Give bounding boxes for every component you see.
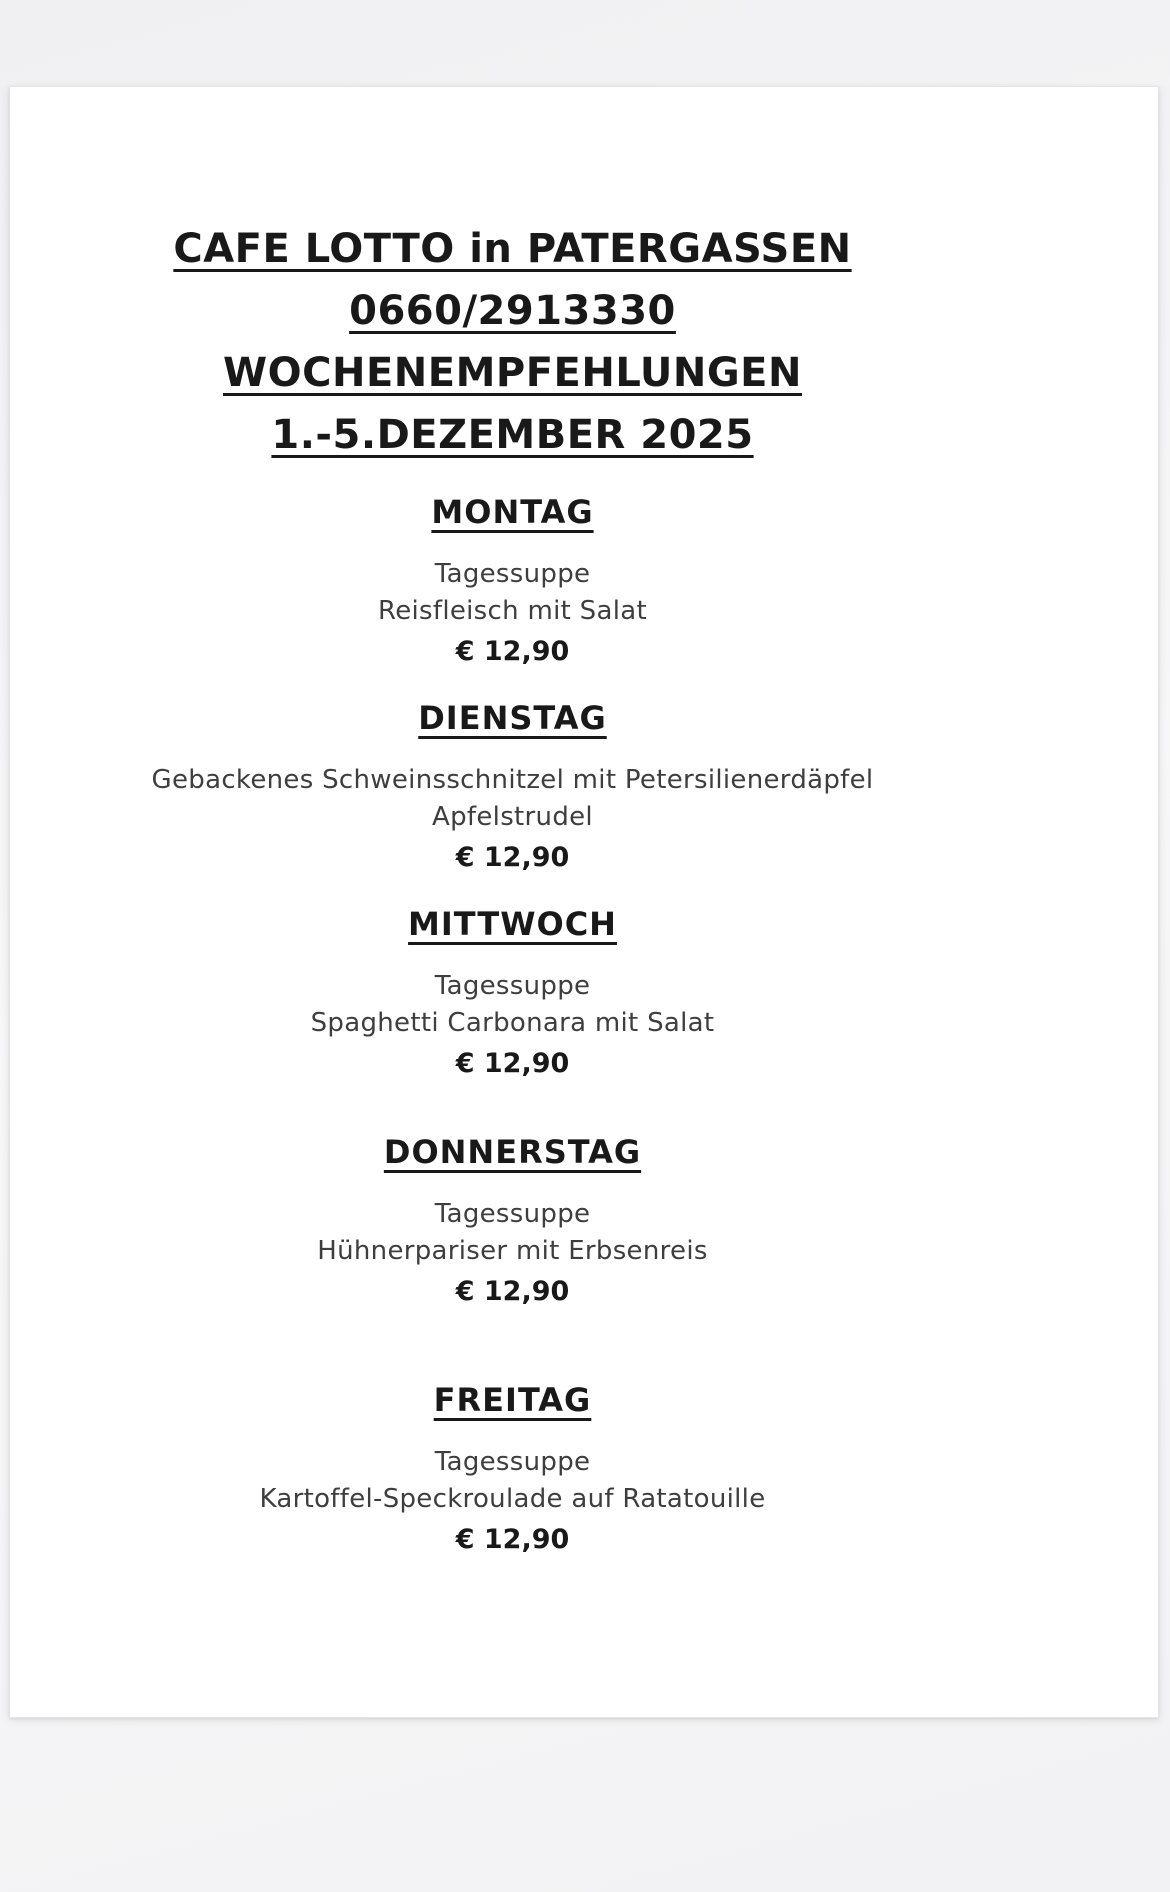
day-section-mittwoch [10, 902, 1015, 1084]
day-heading-text: MONTAG [431, 493, 594, 531]
menu-line-soup: Tagessuppe [434, 1199, 591, 1229]
day-section-donnerstag [10, 1130, 1015, 1312]
title-block [10, 87, 1015, 466]
menu-line-soup: Tagessuppe [434, 971, 591, 1001]
day-heading-text: DONNERSTAG [383, 1133, 642, 1171]
menu-page-sheet [9, 86, 1159, 1718]
phone-number-text: 0660/2913330 [349, 288, 676, 334]
cafe-title [10, 218, 1015, 280]
day-section-montag [10, 490, 1015, 672]
day-heading [10, 1378, 1015, 1422]
day-section-dienstag [10, 696, 1015, 878]
menu-line-dish: Spaghetti Carbonara mit Salat [310, 1008, 715, 1038]
weekly-heading [10, 342, 1015, 404]
day-body [10, 1196, 1015, 1312]
menu-content [10, 87, 1015, 1560]
weekly-heading-text: WOCHENEMPFEHLUNGEN [223, 350, 802, 396]
price-label: € 12,90 [455, 1276, 570, 1307]
cafe-title-text: CAFE LOTTO in PATERGASSEN [173, 226, 852, 272]
day-heading-text: FREITAG [433, 1381, 592, 1419]
price-label: € 12,90 [455, 1048, 570, 1079]
day-heading-text: MITTWOCH [408, 905, 617, 943]
price-label: € 12,90 [455, 636, 570, 667]
day-body [10, 556, 1015, 672]
day-body [10, 1444, 1015, 1560]
menu-line-dish: Gebackenes Schweinsschnitzel mit Petersilienerdäpfel [151, 765, 874, 795]
date-range-text: 1.-5.DEZEMBER 2025 [271, 412, 754, 458]
day-heading-text: DIENSTAG [418, 699, 607, 737]
day-body [10, 968, 1015, 1084]
phone-number [10, 280, 1015, 342]
day-heading [10, 902, 1015, 946]
price-label: € 12,90 [455, 842, 570, 873]
menu-line-soup: Tagessuppe [434, 1447, 591, 1477]
menu-line-dish: Reisfleisch mit Salat [378, 596, 647, 626]
day-body [10, 762, 1015, 878]
menu-line-dish: Kartoffel-Speckroulade auf Ratatouille [259, 1484, 766, 1514]
menu-line-soup: Tagessuppe [434, 559, 591, 589]
day-section-freitag [10, 1378, 1015, 1560]
date-range [10, 404, 1015, 466]
day-heading [10, 696, 1015, 740]
day-heading [10, 490, 1015, 534]
day-heading [10, 1130, 1015, 1174]
menu-line-dessert: Apfelstrudel [432, 802, 593, 832]
menu-line-dish: Hühnerpariser mit Erbsenreis [317, 1236, 708, 1266]
price-label: € 12,90 [455, 1524, 570, 1555]
